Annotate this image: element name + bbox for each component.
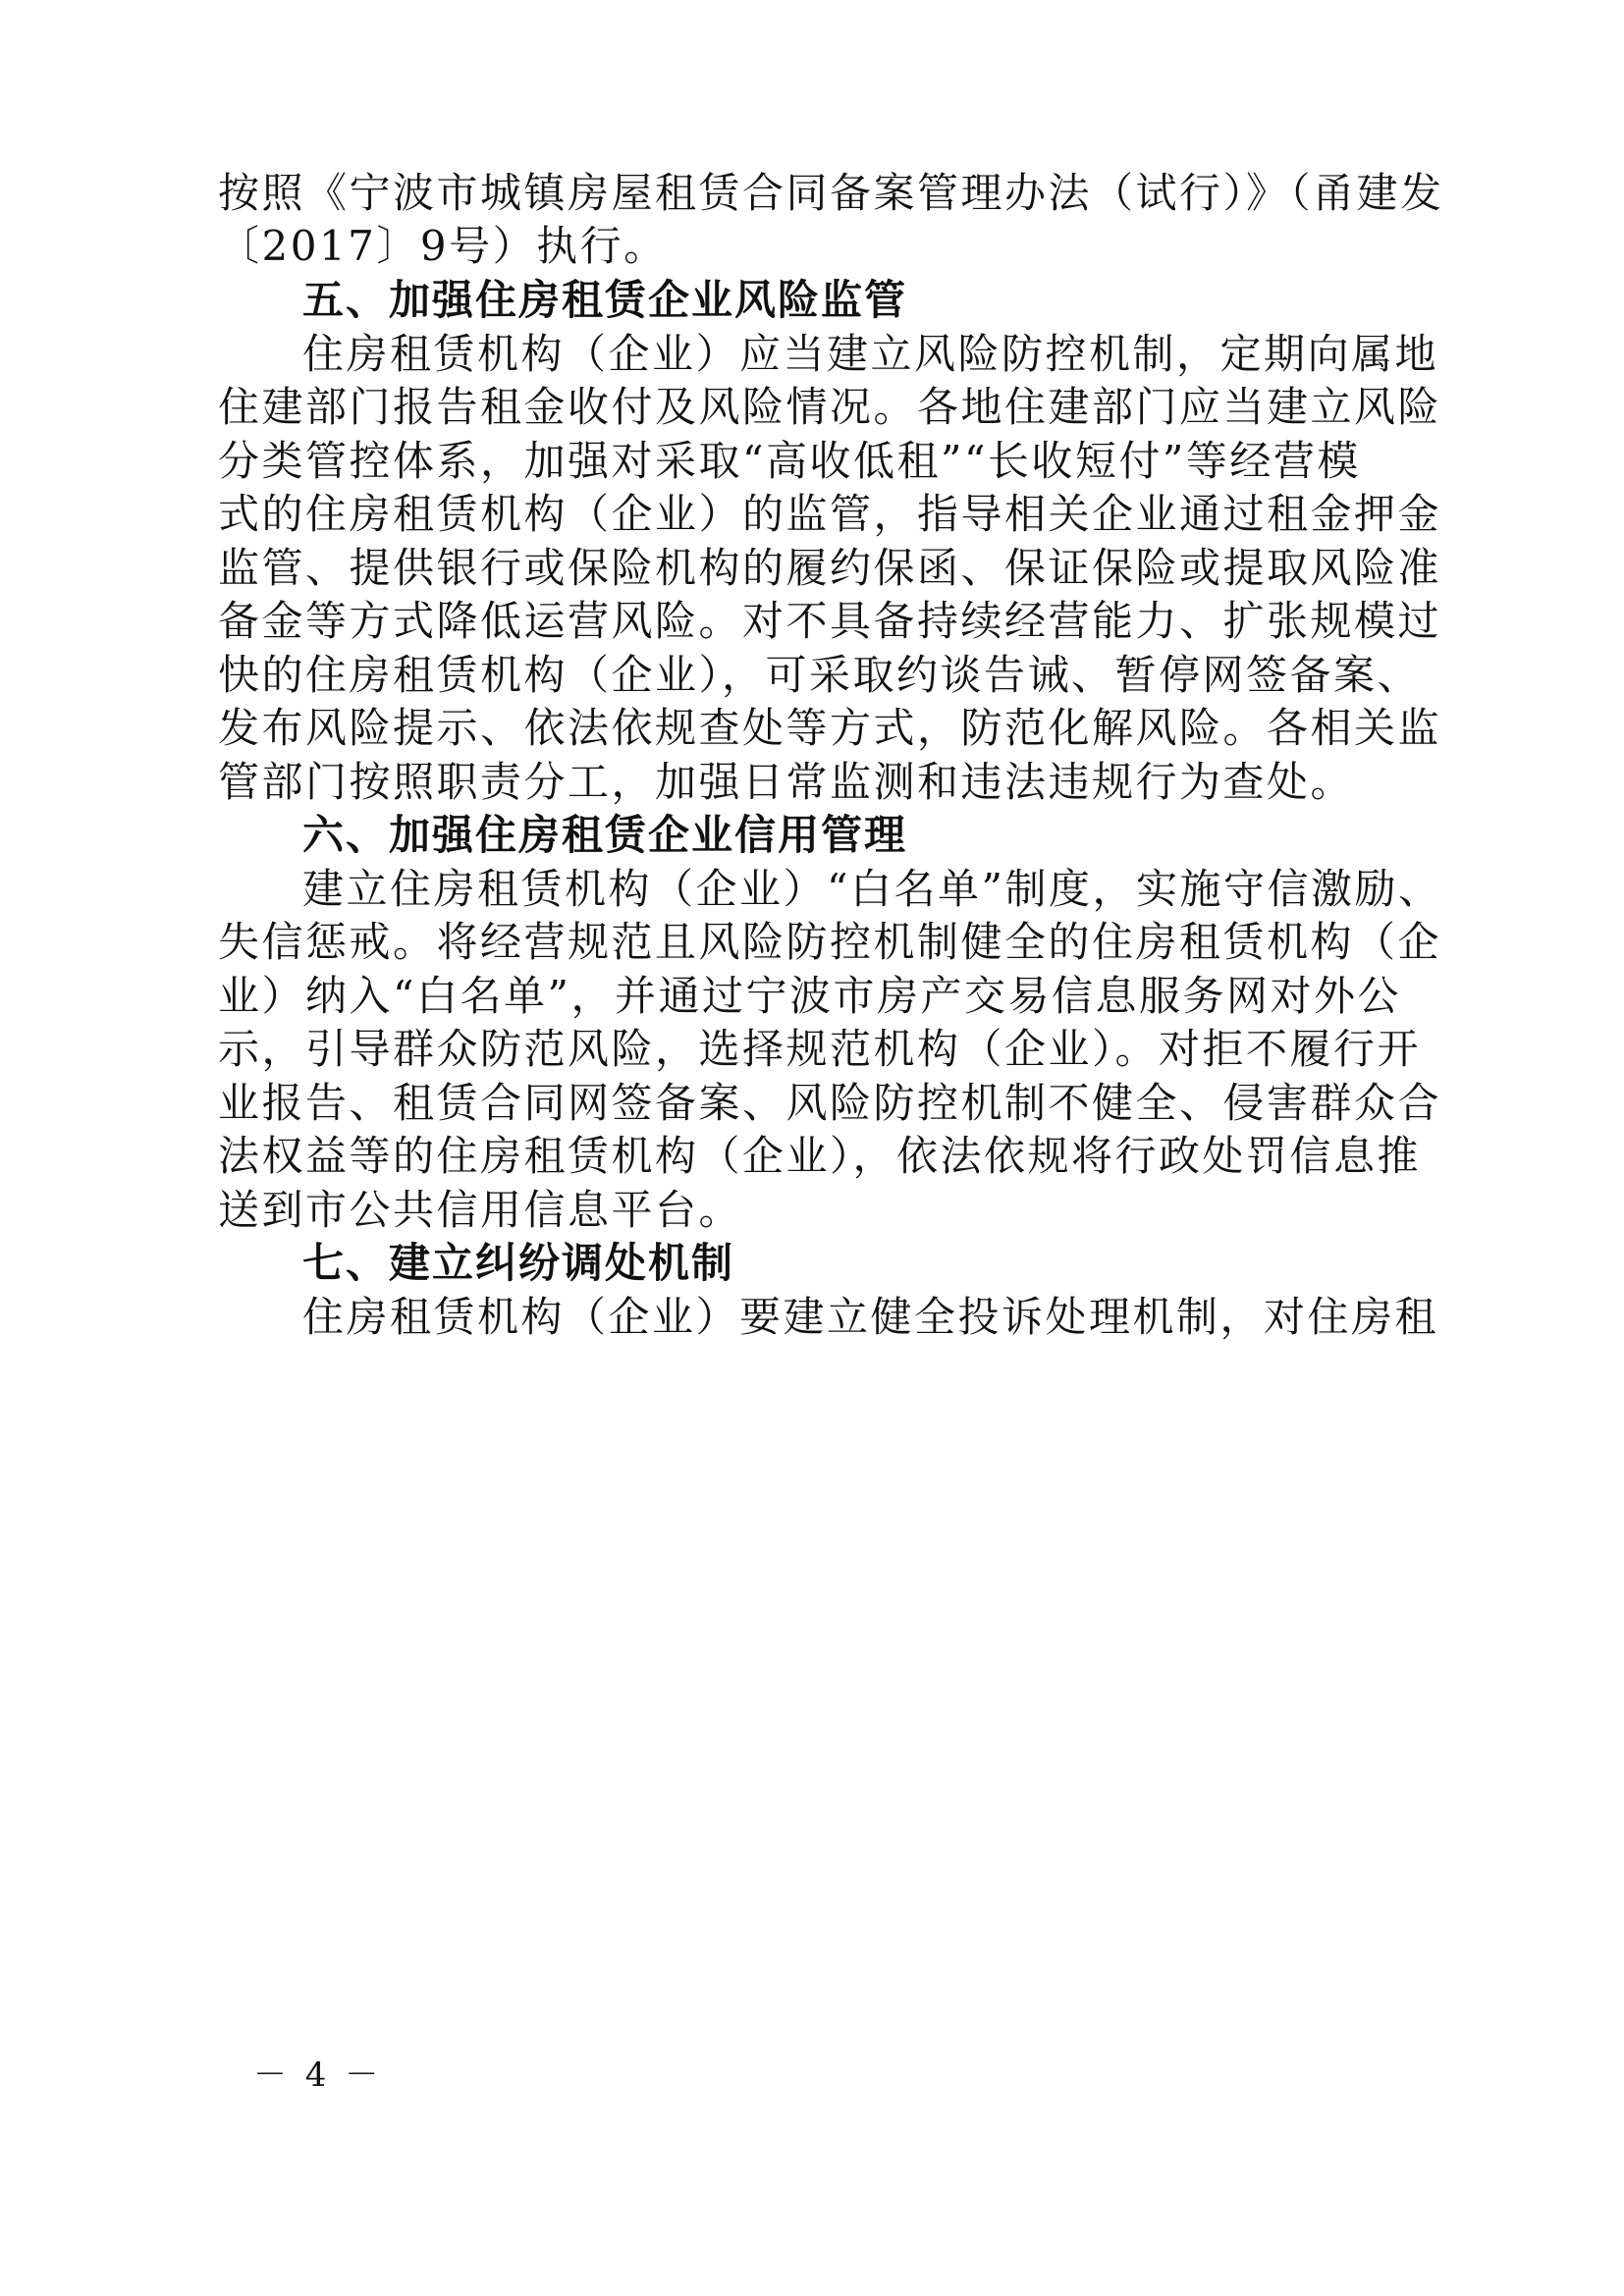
paragraph-line: 失信惩戒。将经营规范且风险防控机制健全的住房租赁机构（企 bbox=[218, 918, 1442, 966]
paragraph-line: 发布风险提示、依法依规查处等方式，防范化解风险。各相关监 bbox=[218, 704, 1442, 752]
paragraph-line: 式的住房租赁机构（企业）的监管，指导相关企业通过租金押金 bbox=[218, 490, 1442, 538]
paragraph-line: 住房租赁机构（企业）要建立健全投诉处理机制，对住房租 bbox=[302, 1293, 1439, 1341]
paragraph-line: 监管、提供银行或保险机构的履约保函、保证保险或提取风险准 bbox=[218, 544, 1442, 592]
paragraph-line: 分类管控体系，加强对采取“高收低租”“长收短付”等经营模 bbox=[218, 437, 1361, 485]
section-heading: 六、加强住房租赁企业信用管理 bbox=[302, 811, 908, 859]
paragraph-line: 法权益等的住房租赁机构（企业），依法依规将行政处罚信息推 bbox=[218, 1132, 1422, 1180]
paragraph-line: 住建部门报告租金收付及风险情况。各地住建部门应当建立风险 bbox=[218, 383, 1442, 431]
paragraph-line: 建立住房租赁机构（企业）“白名单”制度，实施守信激励、 bbox=[302, 865, 1442, 913]
paragraph-line: 〔2017〕9号）执行。 bbox=[218, 222, 668, 270]
paragraph-line: 业）纳入“白名单”，并通过宁波市房产交易信息服务网对外公 bbox=[218, 972, 1401, 1020]
paragraph-line: 快的住房租赁机构（企业），可采取约谈告诫、暂停网签备案、 bbox=[218, 651, 1422, 699]
paragraph-line: 住房租赁机构（企业）应当建立风险防控机制，定期向属地 bbox=[302, 330, 1439, 378]
paragraph-line: 送到市公共信用信息平台。 bbox=[218, 1186, 743, 1234]
paragraph-line: 备金等方式降低运营风险。对不具备持续经营能力、扩张规模过 bbox=[218, 597, 1442, 645]
page-number: － 4 － bbox=[253, 2056, 383, 2095]
paragraph-line: 管部门按照职责分工，加强日常监测和违法违规行为查处。 bbox=[218, 758, 1355, 806]
paragraph-line: 按照《宁波市城镇房屋租赁合同备案管理办法（试行）》（甬建发 bbox=[218, 169, 1444, 217]
paragraph-line: 业报告、租赁合同网签备案、风险防控机制不健全、侵害群众合 bbox=[218, 1079, 1442, 1127]
paragraph-line: 示，引导群众防范风险，选择规范机构（企业）。对拒不履行开 bbox=[218, 1025, 1422, 1073]
section-heading: 五、加强住房租赁企业风险监管 bbox=[302, 276, 908, 324]
section-heading: 七、建立纠纷调处机制 bbox=[302, 1239, 735, 1287]
